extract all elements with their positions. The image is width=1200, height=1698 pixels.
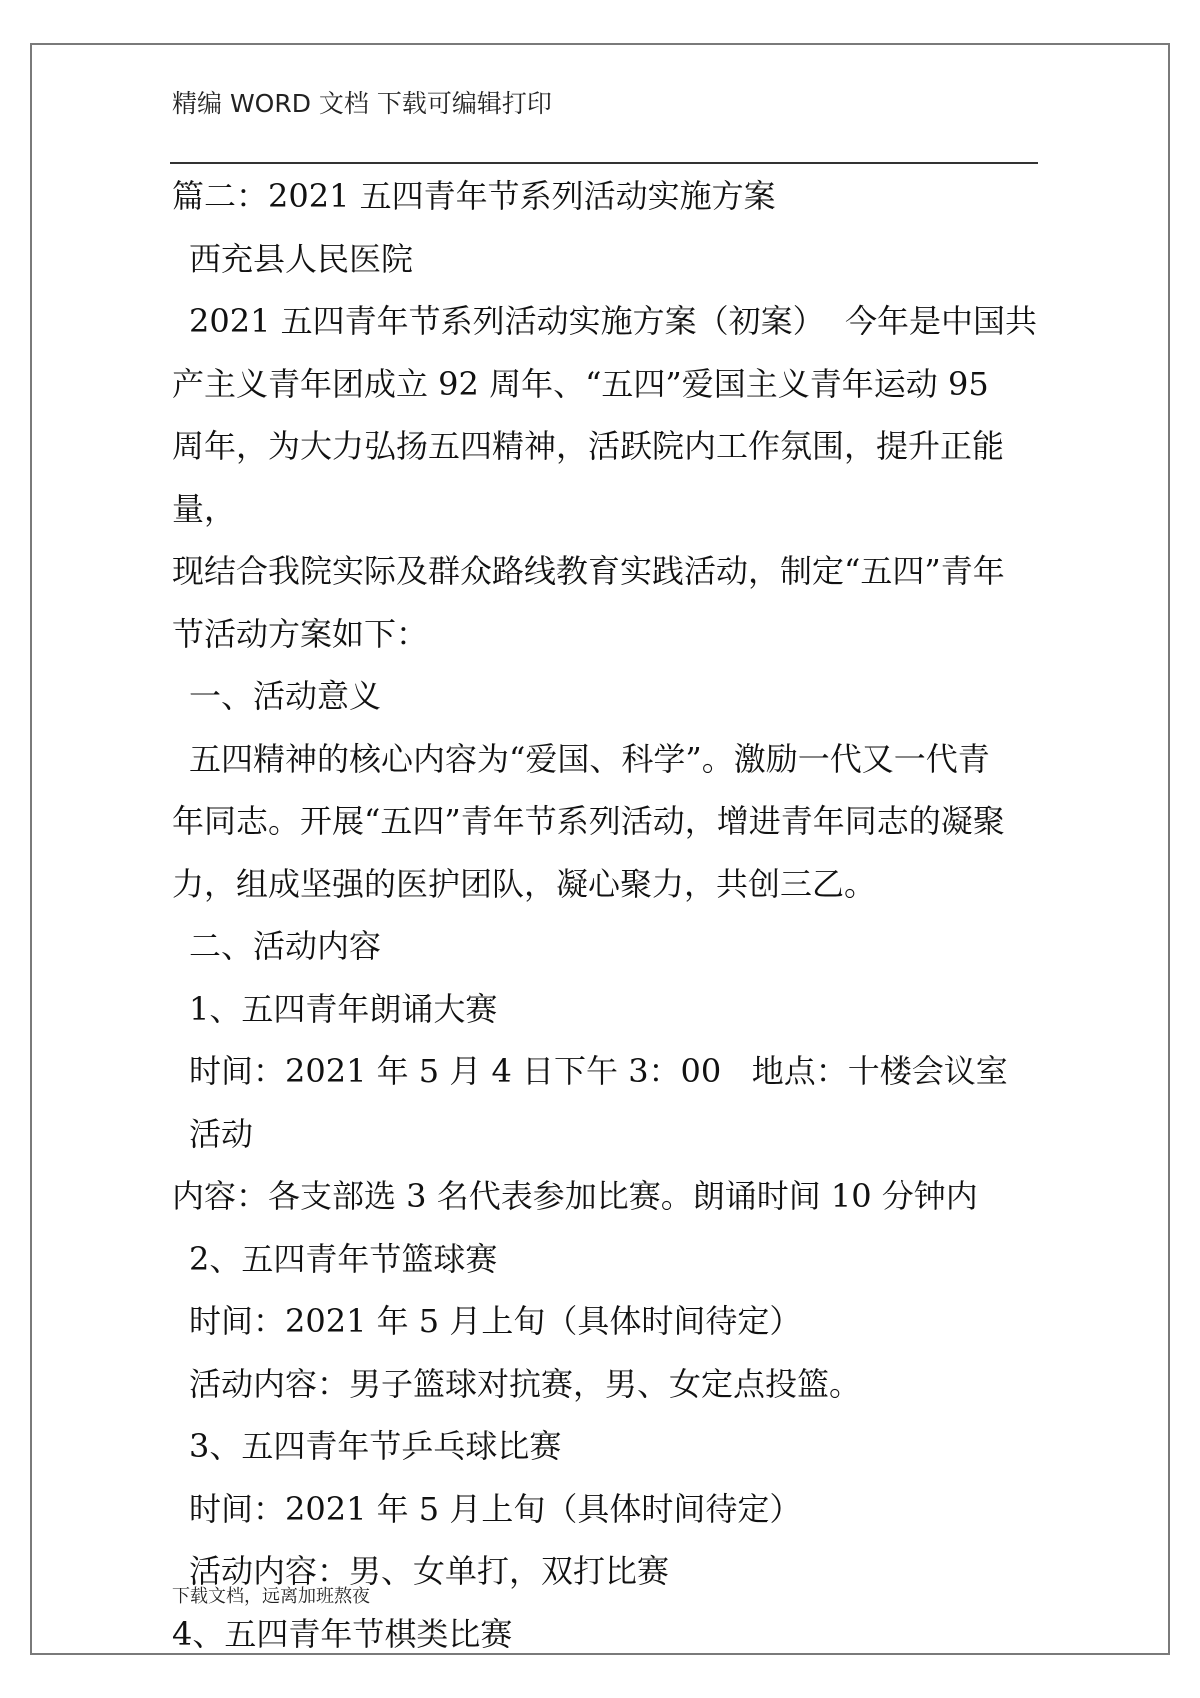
page-header: 精编 WORD 文档 下载可编辑打印: [172, 89, 552, 118]
heading-activity-meaning: 一、活动意义: [189, 677, 382, 715]
item-heading: 1、五四青年朗诵大赛: [189, 989, 498, 1028]
body-line: 五四精神的核心内容为“爱国、科学”。激励一代又一代青: [189, 739, 990, 778]
item-heading: 3、五四青年节乒乓球比赛: [189, 1427, 562, 1465]
heading-activity-content: 二、活动内容: [189, 927, 382, 965]
body-line: 产主义青年团成立 92 周年、“五四”爱国主义青年运动 95: [172, 364, 989, 403]
body-line: 现结合我院实际及群众路线教育实践活动，制定“五四”青年: [172, 552, 1005, 590]
body-line: 活动内容：男、女单打，双打比赛: [189, 1552, 670, 1590]
body-line: 时间：2021 年 5 月 4 日下午 3：00 地点：十楼会议室 活动: [189, 1052, 1029, 1153]
body-line: 内容：各支部选 3 名代表参加比赛。朗诵时间 10 分钟内: [172, 1177, 978, 1215]
body-line: 节活动方案如下：: [172, 614, 429, 653]
body-line: 年同志。开展“五四”青年节系列活动，增进青年同志的凝聚: [172, 802, 1005, 840]
item-heading: 2、五四青年节篮球赛: [189, 1239, 498, 1278]
body-line: 2021 五四青年节系列活动实施方案（初案） 今年是中国共: [189, 302, 1037, 340]
organization-name: 西充县人民医院: [189, 239, 414, 278]
body-line: 时间：2021 年 5 月上旬（具体时间待定）: [189, 1489, 802, 1528]
body-line: 活动内容：男子篮球对抗赛，男、女定点投篮。: [189, 1364, 862, 1403]
item-heading: 4、五四青年节棋类比赛: [172, 1614, 513, 1653]
document-body: [172, 165, 1044, 1665]
page-footer: 下载文档，远离加班熬夜: [172, 1586, 370, 1607]
section-title: 篇二：2021 五四青年节系列活动实施方案: [172, 177, 776, 215]
body-line: 周年，为大力弘扬五四精神，活跃院内工作氛围，提升正能量，: [172, 427, 1005, 528]
body-line: 时间：2021 年 5 月上旬（具体时间待定）: [189, 1302, 802, 1340]
header-divider: [170, 162, 1038, 164]
body-line: 力，组成坚强的医护团队，凝心聚力，共创三乙。: [172, 864, 877, 903]
